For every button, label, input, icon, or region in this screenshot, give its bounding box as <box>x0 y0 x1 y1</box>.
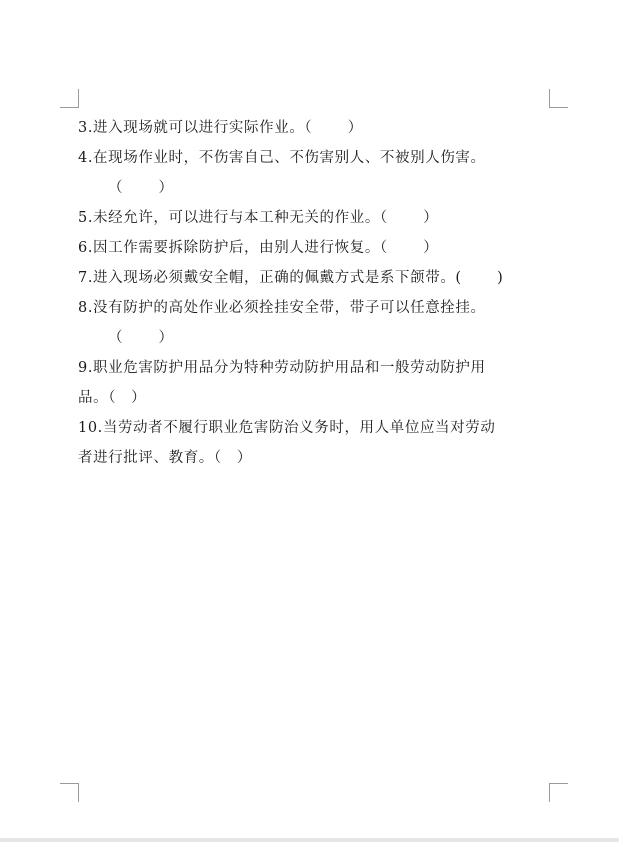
question-list <box>78 113 550 473</box>
crop-mark-bottom-right <box>549 783 568 802</box>
question-7: 7.进入现场必须戴安全帽，正确的佩戴方式是系下颌带。( ) <box>78 270 504 286</box>
crop-mark-top-right <box>549 89 568 108</box>
question-6: 6.因工作需要拆除防护后，由别人进行恢复。（ ） <box>78 240 439 256</box>
question-9-line-2: 品。（ ） <box>78 390 147 406</box>
question-10-line-1: 10.当劳动者不履行职业危害防治义务时，用人单位应当对劳动 <box>78 420 496 436</box>
question-8: 8.没有防护的高处作业必须拴挂安全带，带子可以任意拴挂。 <box>78 300 486 316</box>
question-4: 4.在现场作业时，不伤害自己、不伤害别人、不被别人伤害。 <box>78 150 486 166</box>
crop-mark-top-left <box>60 89 79 108</box>
question-10-line-2: 者进行批评、教育。（ ） <box>78 450 252 466</box>
question-8-answer-blank: （ ） <box>108 330 174 346</box>
question-3: 3.进入现场就可以进行实际作业。（ ） <box>78 120 363 136</box>
page-bottom-edge <box>0 838 619 842</box>
question-5: 5.未经允许，可以进行与本工种无关的作业。（ ） <box>78 210 439 226</box>
crop-mark-bottom-left <box>60 783 79 802</box>
question-4-answer-blank: （ ） <box>108 180 174 196</box>
question-9-line-1: 9.职业危害防护用品分为特种劳动防护用品和一般劳动防护用 <box>78 360 486 376</box>
